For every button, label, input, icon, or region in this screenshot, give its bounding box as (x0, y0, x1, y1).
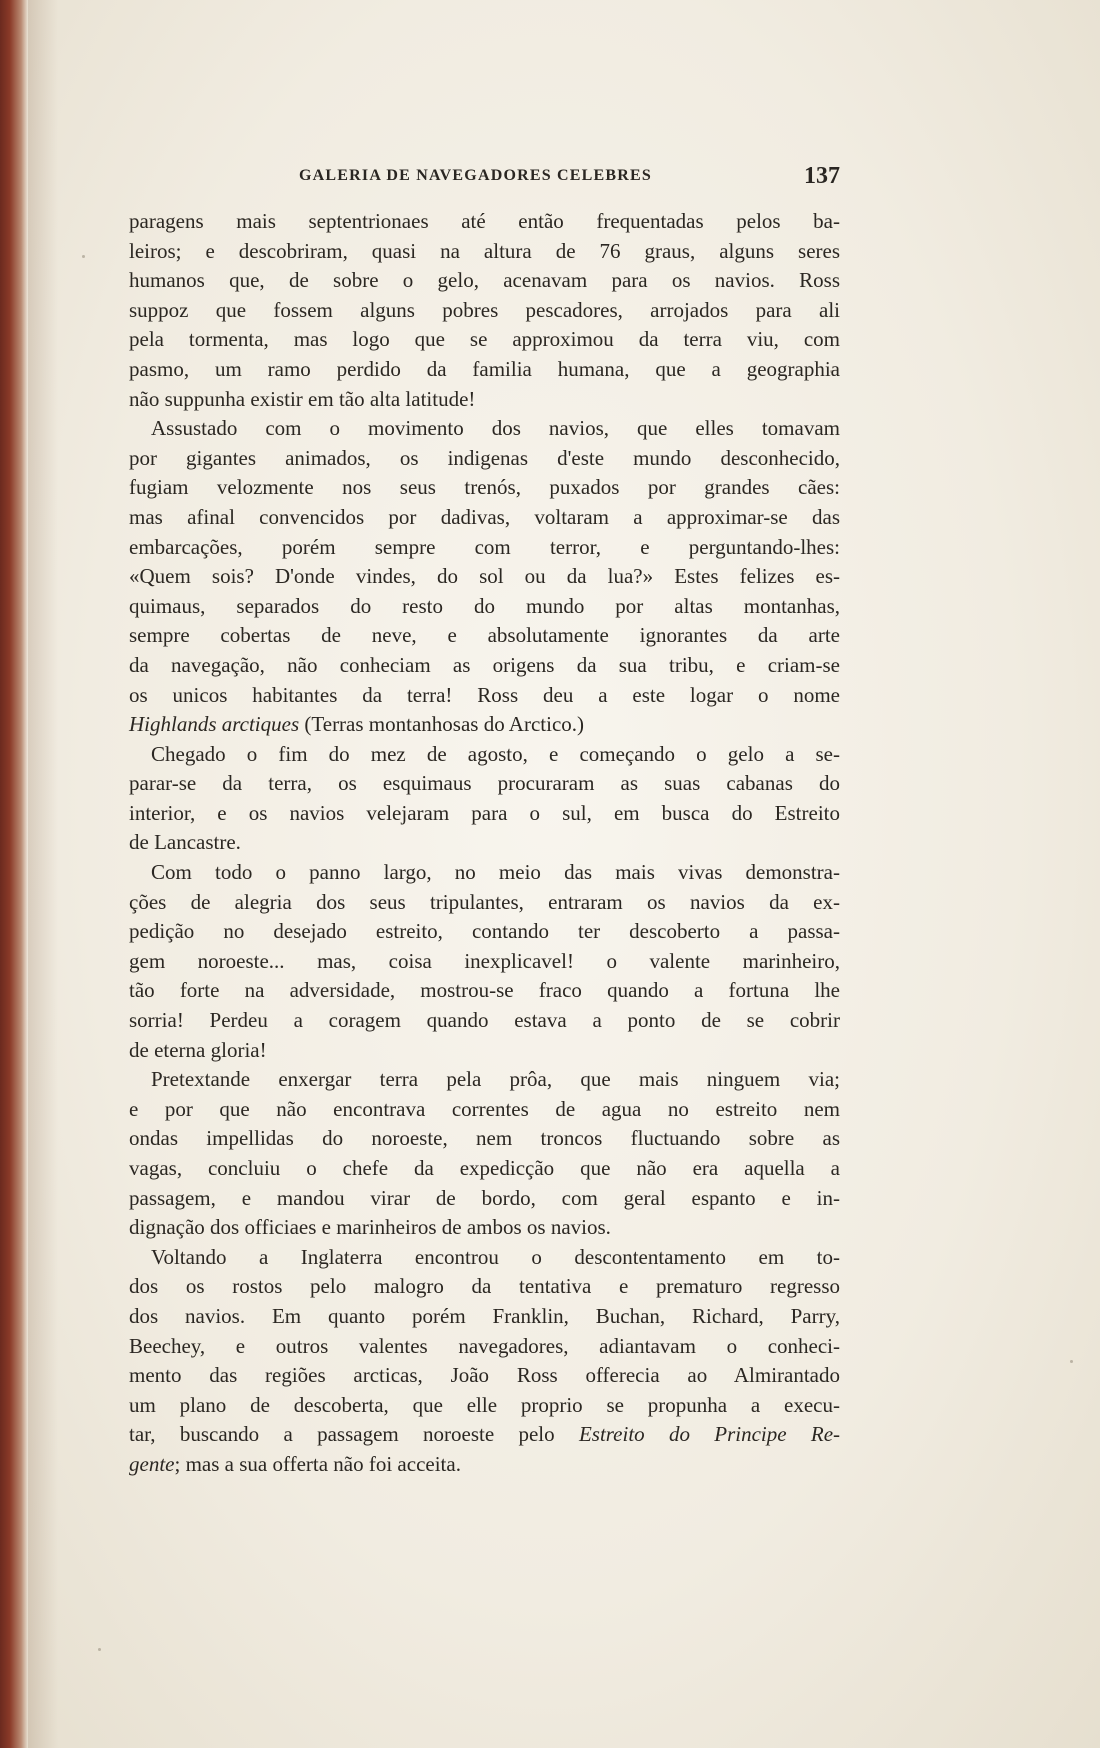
text-line: pedição no desejado estreito, contando ter descoberto a passa- (129, 919, 840, 944)
text-line: os unicos habitantes da terra! Ross deu a este logar o nome (129, 682, 840, 707)
text-line: mento das regiões arcticas, João Ross offerecia ao Almirantado (129, 1363, 840, 1388)
text-line: um plano de descoberta, que elle proprio se propunha a execu- (129, 1392, 840, 1417)
text-line: tão forte na adversidade, mostrou-se fraco quando a fortuna lhe (129, 978, 840, 1003)
text-line: sempre cobertas de neve, e absolutamente ignorantes da arte (129, 623, 840, 648)
text-line: Beechey, e outros valentes navegadores, adiantavam o conheci- (129, 1333, 840, 1358)
text-line: humanos que, de sobre o gelo, acenavam para os navios. Ross (129, 268, 840, 293)
text-line: pasmo, um ramo perdido da familia humana, que a geographia (129, 356, 840, 381)
text-line: vagas, concluiu o chefe da expedicção que não era aquella a (129, 1156, 840, 1180)
text-line: pela tormenta, mas logo que se approximou da terra viu, com (129, 327, 840, 352)
text-line: fugiam velozmente nos seus trenós, puxados por grandes cães: (129, 475, 840, 500)
text-line: Voltando a Inglaterra encontrou o descontentamento em to- (151, 1244, 840, 1269)
book-spine-edge (0, 0, 28, 1748)
text-line: não suppunha existir em tão alta latitude! (129, 386, 476, 411)
text-line: e por que não encontrava correntes de agua no estreito nem (129, 1096, 840, 1121)
text-line (129, 1420, 840, 1450)
italic-term: Estreito do Principe Re- (578, 1422, 841, 1447)
text-fragment: (Terras montanhosas do Arctico.) (299, 712, 585, 737)
text-line: mas afinal convencidos por dadivas, voltaram a approximar-se das (129, 504, 840, 529)
text-line: interior, e os navios velejaram para o sul, em busca do Estreito (129, 800, 840, 825)
paragraph (129, 207, 840, 414)
text-line: por gigantes animados, os indigenas d'este mundo desconhecido, (129, 445, 840, 470)
page-number: 137 (804, 163, 840, 189)
text-line (129, 710, 840, 740)
text-line: quimaus, separados do resto do mundo por altas montanhas, (129, 593, 840, 618)
text-line: dos navios. Em quanto porém Franklin, Buchan, Richard, Parry, (129, 1303, 840, 1328)
text-line: embarcações, porém sempre com terror, e perguntando-lhes: (129, 534, 840, 559)
paragraph (129, 414, 840, 740)
text-line: parar-se da terra, os esquimaus procuraram as suas cabanas do (129, 771, 840, 796)
text-fragment: ; mas a sua offerta não foi acceita. (174, 1451, 461, 1476)
page-header (299, 163, 840, 193)
text-line: «Quem sois? D'onde vindes, do sol ou da lua?» Estes felizes es- (129, 564, 840, 589)
paragraph (129, 1065, 840, 1243)
text-line (129, 1450, 840, 1480)
italic-term: gente (129, 1451, 175, 1476)
text-line: Pretextande enxergar terra pela prôa, que mais ninguem via; (151, 1067, 840, 1092)
text-line: de Lancastre. (129, 830, 241, 855)
paragraph (129, 858, 840, 1065)
text-line: dignação dos officiaes e marinheiros de ambos os navios. (129, 1215, 611, 1240)
text-line: de eterna gloria! (129, 1037, 267, 1062)
paper-speck (1070, 1360, 1073, 1363)
text-line: Assustado com o movimento dos navios, que elles tomavam (151, 416, 840, 441)
text-line: da navegação, não conheciam as origens da sua tribu, e criam-se (129, 652, 840, 677)
body-text (129, 207, 840, 1480)
paragraph (129, 740, 840, 858)
paragraph (129, 1243, 840, 1480)
text-line: gem noroeste... mas, coisa inexplicavel! o valente marinheiro, (129, 948, 840, 973)
italic-term: Highlands arctiques (129, 712, 300, 737)
running-title: GALERIA DE NAVEGADORES CELEBRES (299, 167, 652, 184)
text-line: Chegado o fim do mez de agosto, e começando o gelo a se- (151, 741, 840, 766)
text-line: suppoz que fossem alguns pobres pescadores, arrojados para ali (129, 297, 840, 322)
text-line: Com todo o panno largo, no meio das mais vivas demonstra- (151, 860, 840, 885)
text-line: dos os rostos pelo malogro da tentativa e prematuro regresso (129, 1274, 840, 1299)
text-line: sorria! Perdeu a coragem quando estava a ponto de se cobrir (129, 1008, 840, 1033)
text-line: paragens mais septentrionaes até então frequentadas pelos ba- (129, 209, 840, 233)
text-line: passagem, e mandou virar de bordo, com geral espanto e in- (129, 1185, 840, 1210)
paper-speck (82, 255, 85, 258)
text-fragment: tar, buscando a passagem noroeste pelo (129, 1422, 579, 1447)
paper-speck (98, 1648, 101, 1651)
text-line: ções de alegria dos seus tripulantes, entraram os navios da ex- (129, 889, 840, 914)
text-line: ondas impellidas do noroeste, nem troncos fluctuando sobre as (129, 1126, 840, 1151)
text-line: leiros; e descobriram, quasi na altura de 76 graus, alguns seres (129, 238, 840, 263)
